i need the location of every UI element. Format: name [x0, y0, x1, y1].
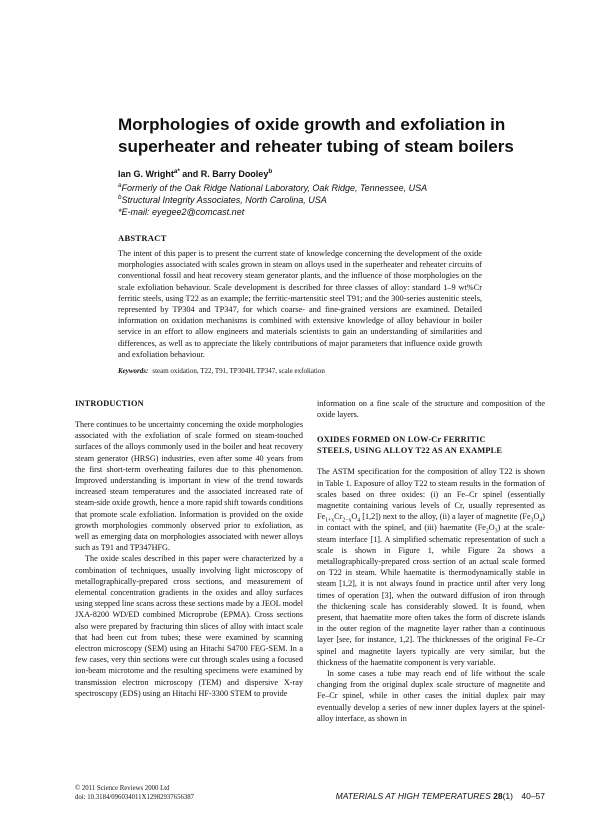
p1-seg-c: O [351, 512, 358, 522]
oxides-heading-line-1: OXIDES FORMED ON LOW-Cr FERRITIC [317, 435, 486, 445]
p1-seg-g: O [488, 523, 495, 533]
p1-seg-d: [1,2]) next to the alloy, (ii) a layer of magnetite (Fe [360, 512, 531, 522]
abstract-text: The intent of this paper is to present the current state of knowledge concerning the development of the oxide morphologies associated with scales grown in steam on alloys used in the superheater and reheater circuits of conventional fossil and heat recovery steam generator plants, and the influence of those morphologies on the scale exfoliation behaviour. Scale development is described for three classes of alloy: standard 1–9 wt%Cr ferritic steels, using T22 as an example; the ferritic-martensitic steel T91; and the 300-series austenitic steels, represented by TP304 and TP347, for which coarse- and fine-grained versions are examined. Detailed information on oxidation mechanisms is combined with extensive knowledge of alloy behaviour in boiler service in an effort to allow engineers and materials scientists to gain an understanding of similarities and differences, as well as to appreciate the likely contributions of major parameters that influence oxide growth and exfoliation behaviour. [118, 249, 482, 359]
oxides-paragraph-2: In some cases a tube may reach end of life without the scale changing from the original duplex scale structure of magnetite and Fe–Cr spinel, while in other cases the initial duplex pair may eventually develop a series of new inner duplex layers at the spinel-alloy interface, as shown in [317, 669, 545, 723]
p1-sub-6: 2 [485, 529, 489, 536]
oxides-heading-line-2: STEELS, USING ALLOY T22 AS AN EXAMPLE [317, 446, 503, 456]
intro-paragraph-1: There continues to be uncertainty concerning the oxide morphologies associated with the exfoliation of scale formed on steam-touched surfaces of the alloys commonly used in the boiler and heat recovery steam generator (HRSG) industries, even after some 40 years from the first short-term overheating failures due to this phenomenon. Improved understanding is important in view of the trend towards increased steam temperatures and the associated increased rate of steam-side oxide growth, hence a more rapid shift towards conditions that promote scale exfoliation. Information is provided on the oxide growth morphologies commonly observed prior to exfoliation, as well as emerging data on morphologies associated with newer alloys such as T91 and TP347HFG. [75, 420, 303, 553]
keywords-list: steam oxidation, T22, T91, TP304H, TP347, scale exfoliation [152, 367, 325, 375]
author-line [118, 169, 538, 179]
p1-sub-2: 2−x [342, 517, 352, 524]
right-column [317, 398, 545, 724]
affiliation-a-text: Formerly of the Oak Ridge National Laboratory, Oak Ridge, Tennessee, USA [121, 183, 428, 193]
p1-seg-a: The ASTM specification for the composition of alloy T22 is shown in Table 1. Exposure of alloy T22 to steam results in the formation of scales based on three oxides: (i) an Fe–Cr spinel (essentially magnetite containing various levels of Cr, usually represented as Fe [317, 467, 545, 522]
abstract-heading: ABSTRACT [118, 233, 167, 243]
left-column [75, 398, 303, 699]
intro-paragraph-2: The oxide scales described in this paper were characterized by a combination of techniques, usually involving light microscopy of metallographically-prepared cross sections, and measurement of elemental concentration gradients in the oxides and alloy surfaces using stepped line scans across these sections made by a JEOL model JXA-8200 WD/ED combined Microprobe (EPMA). Cross sections also were prepared by fracturing thin slices of alloy with intact scale that had been cut from tubes; these were examined by scanning electron microscopy (SEM) using an Hitachi S4700 FEG-SEM. In a few cases, very thin sections were cut through scales using a focused ion-beam microtome and the resulting specimens were examined by transmission electron microscopy (TEM) and dispersive X-ray spectroscopy (EDS) using an Hitachi HF-3300 STEM to provide [75, 554, 303, 698]
affiliation-b [118, 194, 538, 206]
p1-sub-4: 3 [530, 517, 534, 524]
journal-volume: 28 [493, 791, 503, 801]
affiliation-b-text: Structural Integrity Associates, North Carolina, USA [121, 195, 327, 205]
affiliation-b-marker: b [118, 194, 122, 201]
affiliation-a [118, 182, 538, 194]
p1-sub-1: 1+x [325, 517, 335, 524]
journal-name: MATERIALS AT HIGH TEMPERATURES [335, 791, 491, 801]
p1-seg-f: ) in contact with the spinel, and (iii) haematite (Fe [317, 512, 545, 533]
journal-footer [317, 791, 545, 801]
oxides-heading [317, 434, 545, 456]
affiliation-a-marker: a [118, 182, 122, 189]
footer-copyright-block [75, 784, 335, 802]
p1-sub-5: 4 [539, 517, 543, 524]
author-primary: Ian G. Wright [118, 169, 174, 179]
keywords-line [118, 367, 482, 375]
p1-seg-b: Cr [334, 512, 343, 522]
p1-sub-7: 3 [494, 529, 498, 536]
corresponding-email: *E-mail: eyegee2@comcast.net [118, 207, 245, 217]
journal-issue: (1) [502, 791, 513, 801]
copyright-line: © 2011 Science Reviews 2000 Ltd [75, 785, 170, 792]
introduction-heading: INTRODUCTION [75, 399, 144, 408]
p1-seg-h: ) at the scale-steam interface [1]. A simplified schematic representation of such a scale is shown in Figure 1, while Figure 2a shows a metallographically-prepared cross section of an actual scale formed on T22 in steam. While haematite is thermodynamically stable in steam [1,2], it is not always found in practice until after very long times of operation [3], when the outward diffusion of iron through the thickening scale has considerably slowed. It is found, when present, that haematite more often takes the form of discrete islands in the outer region of the magnetite layer rather than a continuous layer [see, for instance, 1,2]. The thicknesses of the original Fe–Cr spinel and magnetite layers typically are very similar, but the thickness of the haematite component is very variable. [317, 523, 545, 667]
article-title: Morphologies of oxide growth and exfoliation in superheater and reheater tubing of steam boilers [118, 115, 514, 156]
author-primary-marker: a* [173, 168, 180, 175]
p1-seg-e: O [533, 512, 540, 522]
p1-sub-3: 4 [357, 517, 361, 524]
journal-pages: 40–57 [521, 791, 545, 801]
author-secondary: and R. Barry Dooley [179, 169, 269, 179]
intro-continuation: information on a fine scale of the structure and composition of the oxide layers. [317, 399, 545, 420]
doi-line: doi: 10.3184/096034011X12982937656387 [75, 794, 195, 801]
author-secondary-marker: b [268, 168, 273, 175]
keywords-label: Keywords: [118, 367, 149, 375]
oxides-paragraph-1 [317, 466, 545, 668]
